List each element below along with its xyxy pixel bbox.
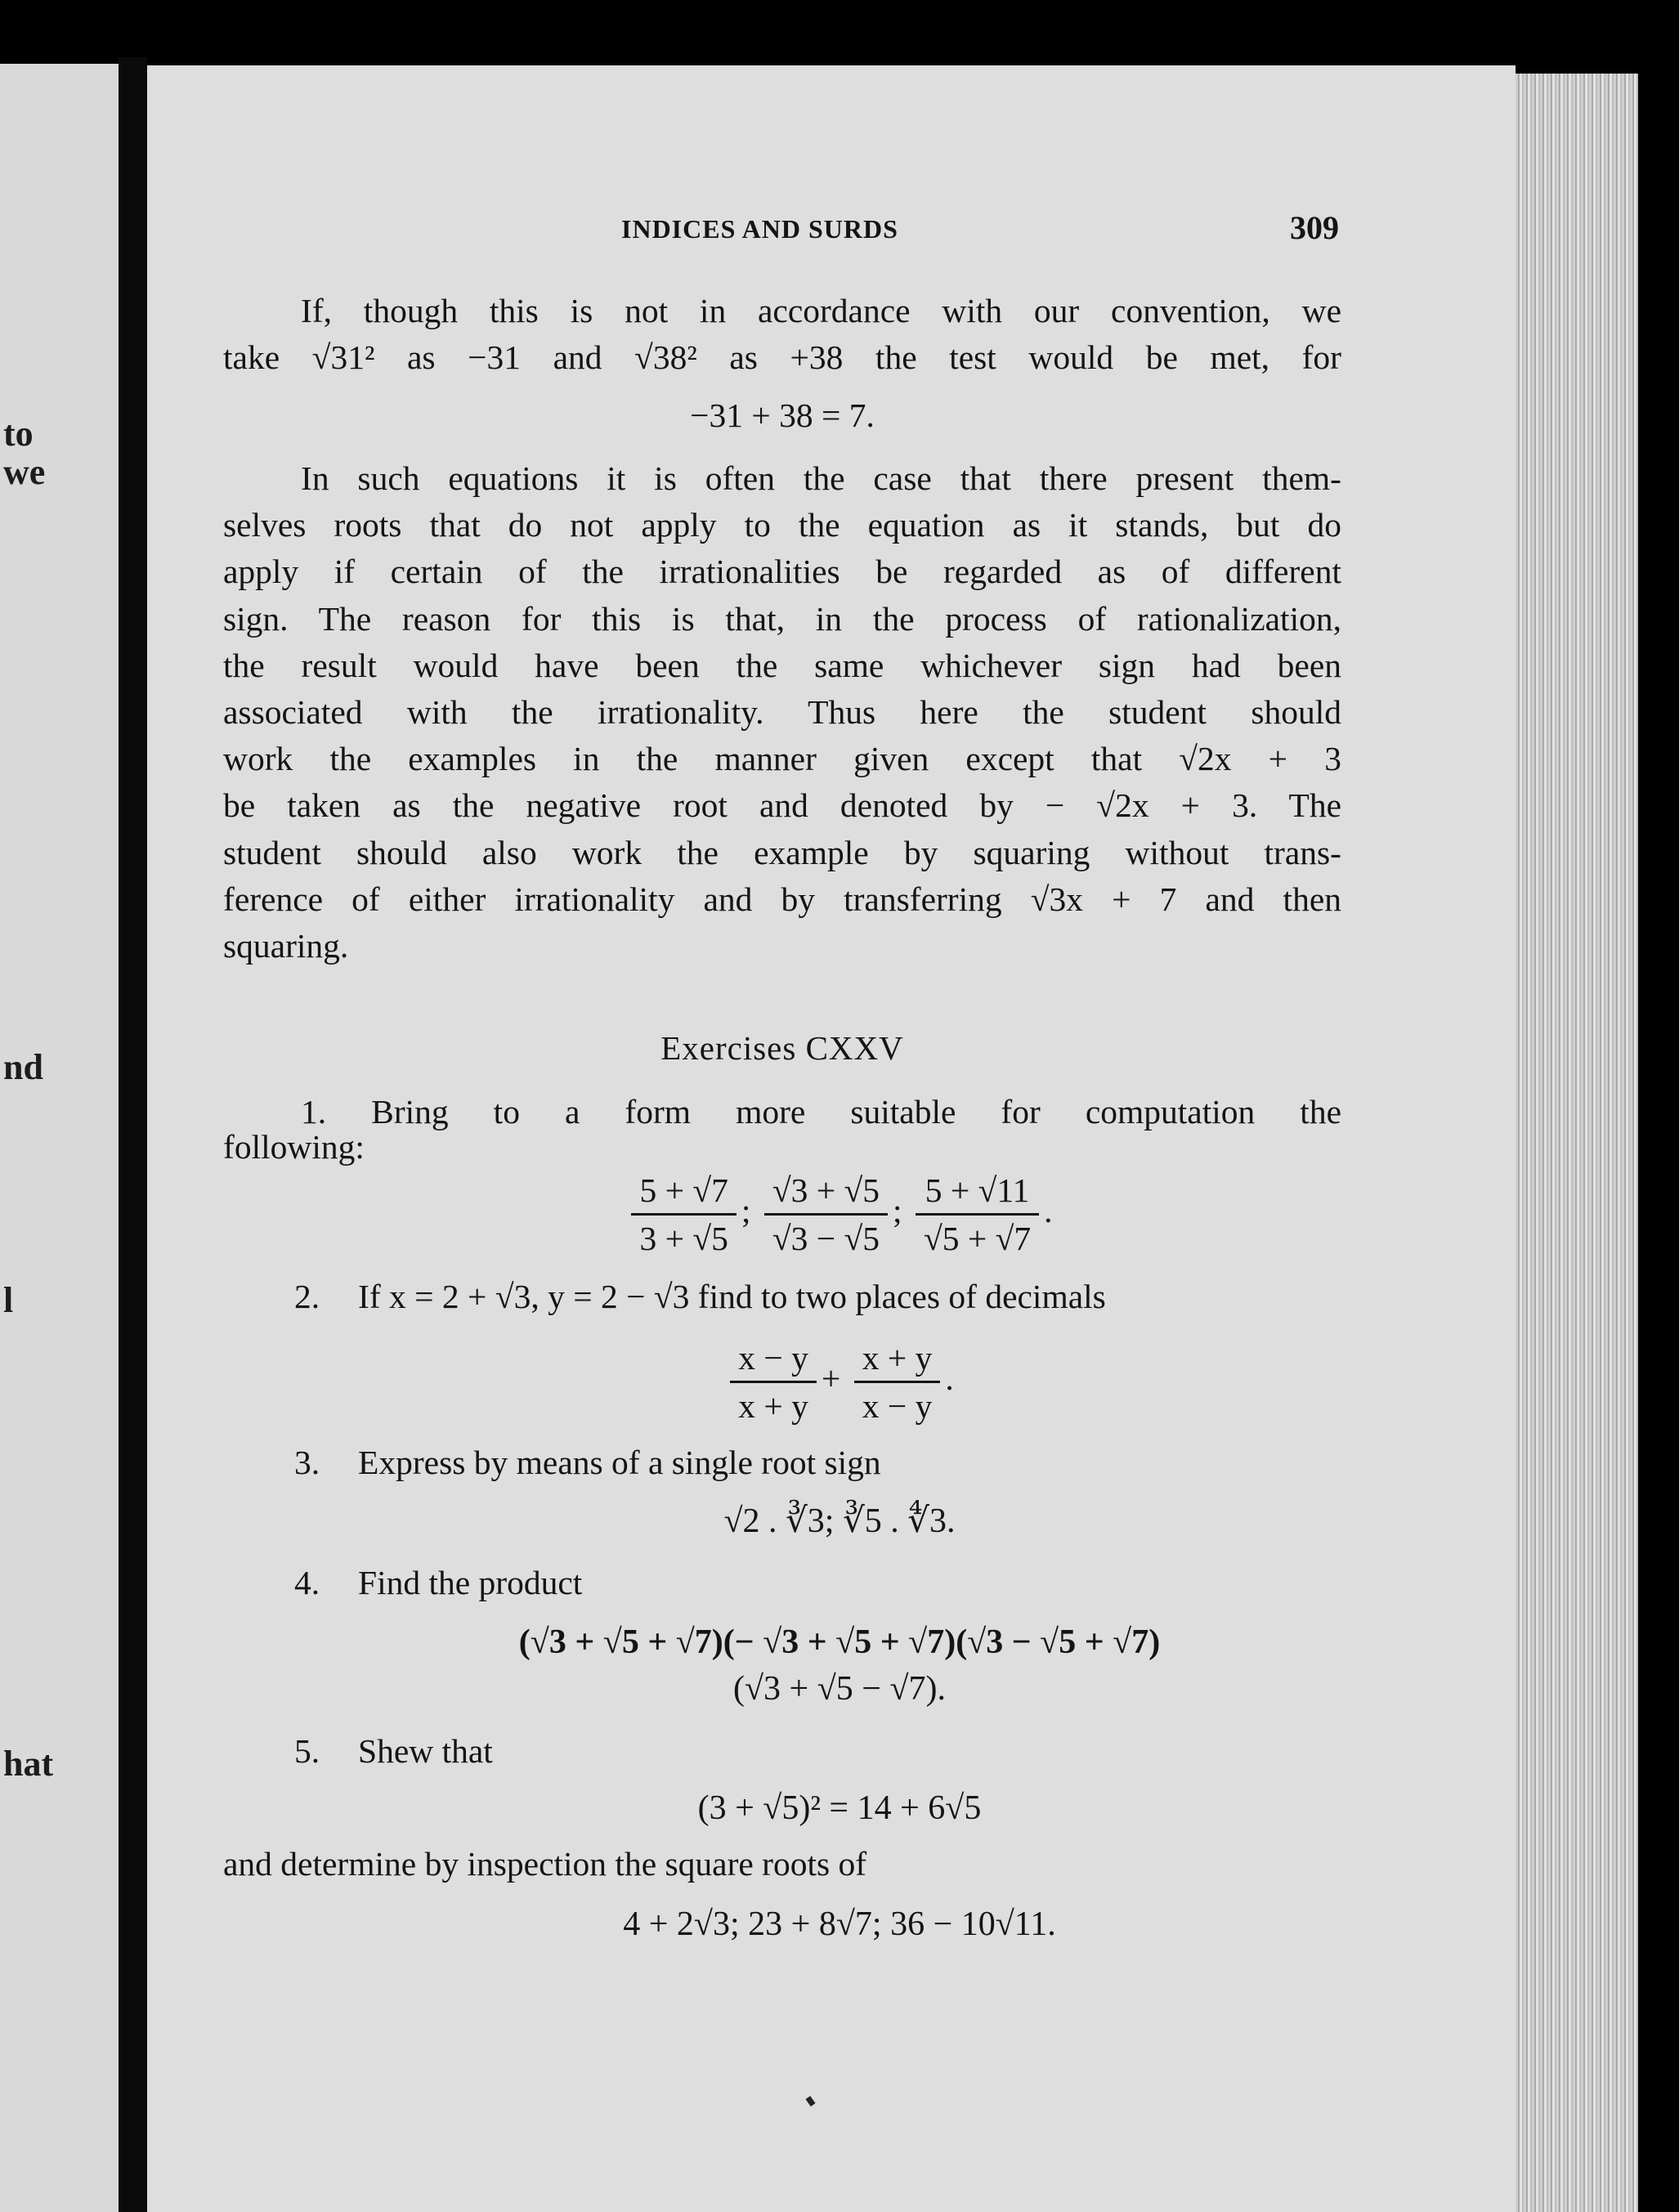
exercise-2 bbox=[294, 1277, 1106, 1316]
exercise-number: 1. bbox=[301, 1093, 327, 1131]
denominator: √5 + √7 bbox=[923, 1220, 1032, 1257]
separator: . bbox=[945, 1359, 954, 1398]
book-gutter bbox=[119, 57, 147, 2212]
text-line: selves roots that do not apply to the equation as it stands, but do bbox=[223, 506, 1341, 544]
fraction bbox=[854, 1337, 941, 1427]
exercise-3 bbox=[294, 1443, 881, 1482]
text-line: be taken as the negative root and denoted by − √2x + 3. The bbox=[223, 786, 1341, 825]
exercise-number: 3. bbox=[294, 1444, 320, 1481]
exercise-5-roots: 4 + 2√3; 23 + 8√7; 36 − 10√11. bbox=[623, 1905, 1056, 1943]
separator: ; bbox=[741, 1192, 751, 1230]
numerator: √3 + √5 bbox=[764, 1169, 888, 1216]
exercise-text: Express by means of a single root sign bbox=[358, 1444, 881, 1481]
exercise-4-product-line-1: (√3 + √5 + √7)(− √3 + √5 + √7)(√3 − √5 + √7) bbox=[518, 1623, 1161, 1661]
text-line: take √31² as −31 and √38² as +38 the test would be met, for bbox=[223, 338, 1341, 377]
page-edges bbox=[1516, 74, 1638, 2212]
exercise-4-product-line-2: (√3 + √5 − √7). bbox=[733, 1670, 946, 1708]
margin-fragment: l bbox=[3, 1280, 14, 1320]
text-line: ference of either irrationality and by transferring √3x + 7 and then bbox=[223, 880, 1341, 918]
fraction bbox=[916, 1169, 1039, 1260]
numerator: x − y bbox=[730, 1337, 817, 1383]
numerator: 5 + √7 bbox=[631, 1169, 736, 1216]
page-number: 309 bbox=[1290, 209, 1339, 246]
exercise-4 bbox=[294, 1563, 582, 1602]
margin-fragment: we bbox=[3, 452, 46, 492]
text-line: In such equations it is often the case that there present them- bbox=[301, 459, 1341, 497]
exercise-1 bbox=[223, 1089, 1341, 1171]
exercise-number: 2. bbox=[294, 1278, 320, 1315]
operator: + bbox=[821, 1359, 841, 1398]
text-line: apply if certain of the irrationalities be regarded as of different bbox=[223, 553, 1341, 591]
denominator: x − y bbox=[862, 1387, 933, 1425]
exercise-text: Shew that bbox=[358, 1732, 493, 1770]
fraction bbox=[764, 1169, 888, 1260]
exercise-5-tail: and determine by inspection the square roots of bbox=[223, 1845, 867, 1883]
margin-fragment: nd bbox=[3, 1047, 43, 1087]
text-line: student should also work the example by squaring without trans- bbox=[223, 833, 1341, 871]
intro-paragraph bbox=[223, 288, 1341, 381]
discussion-paragraph bbox=[223, 455, 1341, 969]
exercise-text: If x = 2 + √3, y = 2 − √3 find to two places of decimals bbox=[358, 1278, 1106, 1315]
text-line: the result would have been the same whichever sign had been bbox=[223, 646, 1341, 684]
exercise-5 bbox=[294, 1731, 493, 1771]
margin-fragment: to bbox=[3, 414, 34, 454]
exercise-text: Bring to a form more suitable for computation the bbox=[371, 1093, 1341, 1131]
denominator: 3 + √5 bbox=[639, 1220, 728, 1257]
exercise-2-expression bbox=[0, 1337, 1679, 1427]
exercise-number: 5. bbox=[294, 1732, 320, 1770]
exercises-heading: Exercises CXXV bbox=[660, 1029, 904, 1067]
running-title: INDICES AND SURDS bbox=[621, 214, 898, 244]
denominator: √3 − √5 bbox=[772, 1220, 880, 1257]
exercise-text: Find the product bbox=[358, 1564, 583, 1601]
text-line: squaring. bbox=[223, 927, 349, 965]
separator: ; bbox=[893, 1192, 902, 1230]
exercise-number: 4. bbox=[294, 1564, 320, 1601]
denominator: x + y bbox=[738, 1387, 808, 1425]
fraction bbox=[730, 1337, 817, 1427]
left-page bbox=[0, 64, 119, 2212]
exercise-3-expression: √2 . ∛3; ∛5 . ∜3. bbox=[723, 1502, 956, 1540]
text-line: sign. The reason for this is that, in the process of rationalization, bbox=[223, 599, 1341, 638]
numerator: x + y bbox=[854, 1337, 941, 1383]
exercise-1-fractions bbox=[0, 1169, 1679, 1260]
exercise-text: following: bbox=[223, 1128, 365, 1166]
fraction bbox=[631, 1169, 736, 1260]
equation: −31 + 38 = 7. bbox=[690, 396, 875, 434]
exercise-5-identity: (3 + √5)² = 14 + 6√5 bbox=[697, 1789, 982, 1827]
text-line: work the examples in the manner given except that √2x + 3 bbox=[223, 740, 1341, 778]
text-line: associated with the irrationality. Thus here the student should bbox=[223, 693, 1341, 732]
text-line: If, though this is not in accordance with our convention, we bbox=[301, 292, 1341, 329]
numerator: 5 + √11 bbox=[916, 1169, 1039, 1216]
separator: . bbox=[1044, 1192, 1053, 1230]
margin-fragment: hat bbox=[3, 1744, 54, 1784]
